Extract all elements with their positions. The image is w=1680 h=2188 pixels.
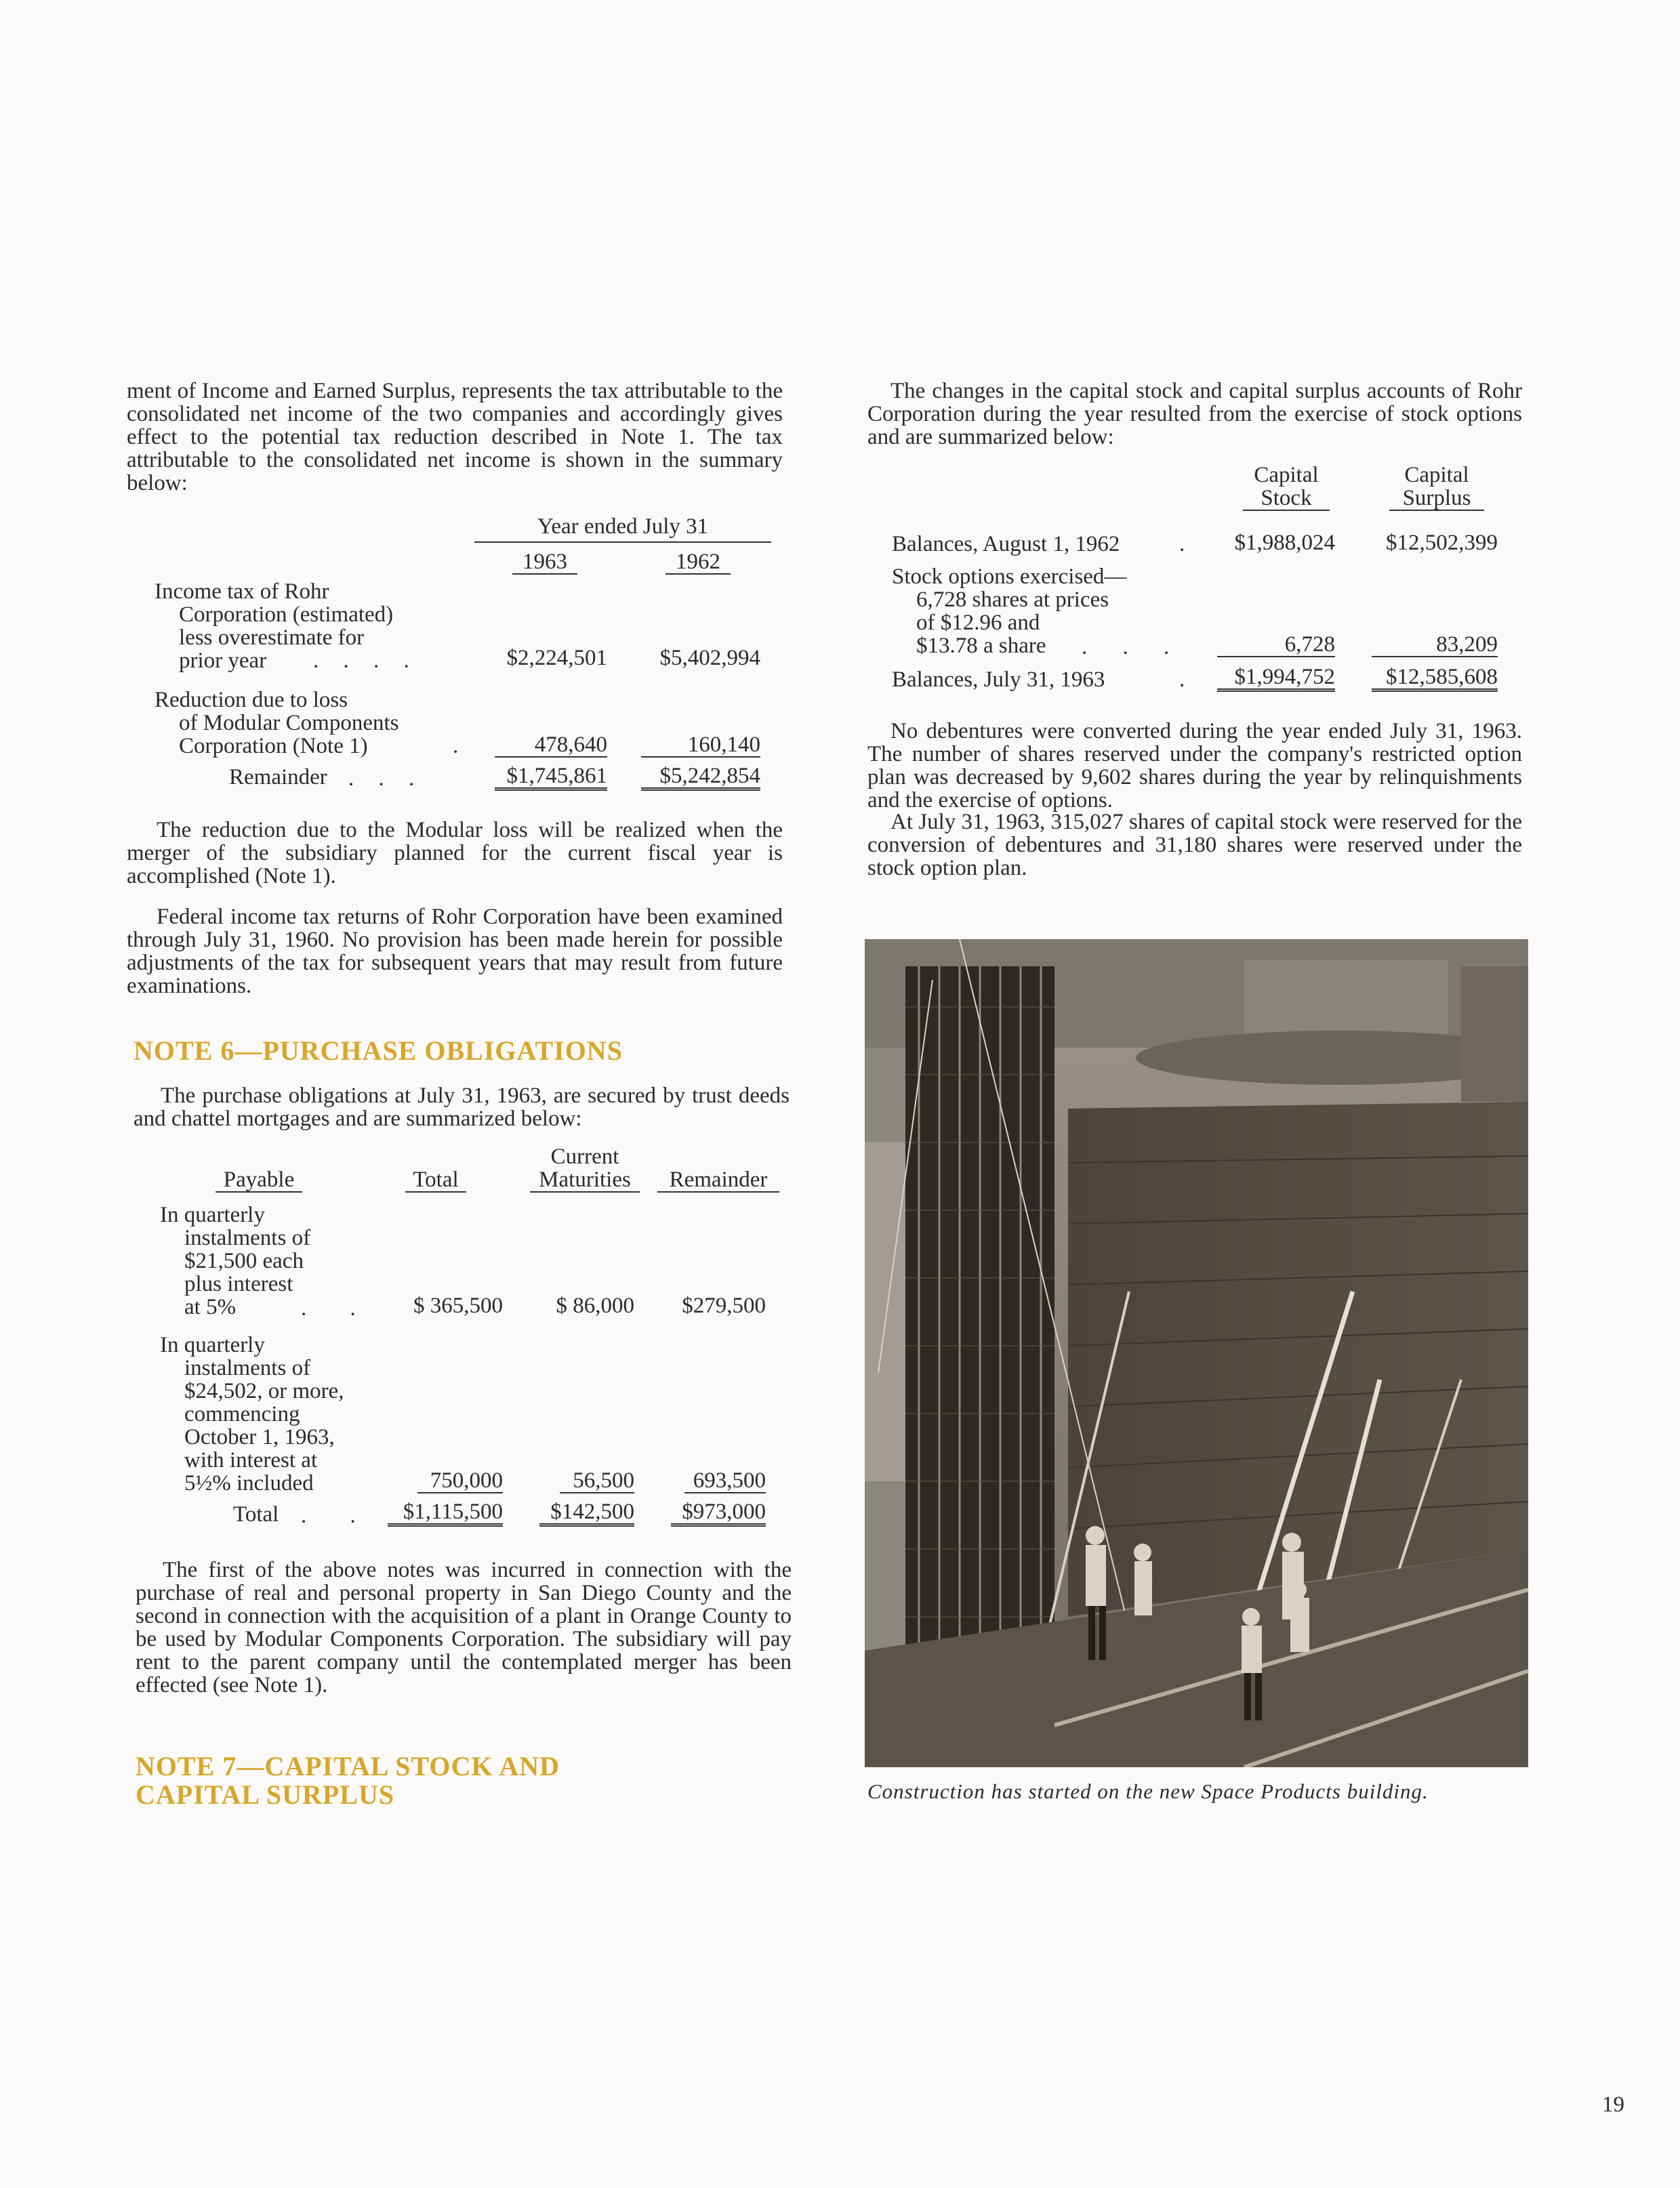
note7-heading-line2: CAPITAL SURPLUS xyxy=(136,1779,395,1810)
capital-row1-label: Balances, August 1, 1962 xyxy=(892,532,1120,556)
debentures-paragraph: No debentures were converted during the year ended July 31, 1963. The number of shares reserved under the company's restricted option plan was decreased by 9,602 shares during the year by relinquishments and the exercise of options. xyxy=(867,719,1522,812)
capital-row3-surplus: $12,585,608 xyxy=(1372,665,1498,692)
tax-row1-leader-dots: . . . . xyxy=(313,648,419,673)
photo-caption: Construction has started on the new Space Products building. xyxy=(867,1779,1429,1803)
tax-col-1962: 1962 xyxy=(665,550,731,575)
purchase-row1-label-line3: $21,500 each xyxy=(184,1249,304,1273)
notes-paragraph: The first of the above notes was incurred in connection with the purchase of real and personal property in San Diego County and the second in connection with the acquisition of a plant in Orange County to be used by Modular Components Corporation. The subsidiary will pay rent to the parent company until the contemplated merger has been effected (see Note 1). xyxy=(136,1558,792,1697)
tax-row2-label-line3: Corporation (Note 1) xyxy=(179,734,368,758)
purchase-row2-current: 56,500 xyxy=(560,1469,634,1493)
purchase-row1-leader-dots: . . xyxy=(301,1296,375,1321)
tax-row2-1962: 160,140 xyxy=(641,733,760,758)
tax-row3-1963: $1,745,861 xyxy=(495,764,607,791)
capital-row1-leader-dots: . xyxy=(1179,532,1185,556)
tax-row3-1962: $5,242,854 xyxy=(641,764,760,791)
tax-row1-1962: $5,402,994 xyxy=(659,646,760,670)
capital-row3-stock: $1,994,752 xyxy=(1217,665,1335,692)
purchase-total-remainder: $973,000 xyxy=(671,1500,766,1527)
capital-row3-label: Balances, July 31, 1963 xyxy=(892,667,1105,692)
purchase-total-total: $1,115,500 xyxy=(388,1500,503,1527)
purchase-row1-remainder: $279,500 xyxy=(682,1294,766,1318)
capital-row2-label-line4: $13.78 a share xyxy=(916,634,1046,658)
right-intro-paragraph: The changes in the capital stock and capital surplus accounts of Rohr Corporation during the year resulted from the exercise of stock options and are summarized below: xyxy=(867,379,1522,449)
tax-row1-label-line2: Corporation (estimated) xyxy=(179,602,394,627)
note6-heading: NOTE 6—PURCHASE OBLIGATIONS xyxy=(134,1035,623,1066)
purchase-row1-label-line1: In quarterly xyxy=(160,1203,265,1227)
purchase-total-current: $142,500 xyxy=(539,1500,634,1527)
tax-row2-label-line1: Reduction due to loss xyxy=(155,688,348,712)
capital-header-surplus-line2: Surplus xyxy=(1389,487,1484,511)
purchase-header-current: Current xyxy=(550,1144,619,1169)
capital-header-stock-line2: Stock xyxy=(1243,487,1330,511)
purchase-row1-label-line2: instalments of xyxy=(184,1226,311,1250)
reserved-shares-paragraph: At July 31, 1963, 315,027 shares of capital stock were reserved for the conversion of debentures and 31,180 shares were reserved under the stock option plan. xyxy=(867,810,1522,880)
purchase-row2-label-line7: 5½% included xyxy=(184,1471,314,1495)
tax-row2-leader-dots: . xyxy=(453,734,459,758)
capital-row2-surplus: 83,209 xyxy=(1372,633,1498,657)
purchase-row2-label-line6: with interest at xyxy=(184,1448,318,1472)
tax-row1-1963: $2,224,501 xyxy=(506,646,607,670)
purchase-row2-remainder: 693,500 xyxy=(684,1469,766,1493)
purchase-row2-label-line5: October 1, 1963, xyxy=(184,1425,335,1449)
purchase-header-total: Total xyxy=(405,1168,466,1193)
construction-photo-illustration xyxy=(865,939,1528,1767)
purchase-header-maturities: Maturities xyxy=(530,1168,640,1193)
capital-header-surplus-line1: Capital xyxy=(1404,463,1469,487)
tax-row1-label-line1: Income tax of Rohr xyxy=(155,579,329,604)
tax-row2-1963: 478,640 xyxy=(495,733,607,758)
purchase-row1-current: $ 86,000 xyxy=(556,1294,634,1318)
purchase-row1-label-line4: plus interest xyxy=(184,1272,293,1296)
tax-header-year-ended: Year ended July 31 xyxy=(537,514,709,539)
purchase-row2-label-line4: commencing xyxy=(184,1402,300,1426)
purchase-row1-label-line5: at 5% xyxy=(184,1295,237,1319)
purchase-total-leader-dots: . . xyxy=(301,1504,375,1528)
purchase-total-label: Total xyxy=(233,1502,279,1527)
tax-row1-label-line3: less overestimate for xyxy=(179,625,365,650)
left-intro-paragraph: ment of Income and Earned Surplus, represents the tax attributable to the consolidated net income of the two companies and accordingly gives effect to the potential tax reduction described in Note 1. The tax attributable to the consolidated net income is shown in the summary below: xyxy=(127,379,783,495)
tax-col-1963: 1963 xyxy=(512,550,577,575)
capital-header-stock-line1: Capital xyxy=(1254,463,1319,487)
purchase-row2-total: 750,000 xyxy=(417,1469,503,1493)
page-number: 19 xyxy=(1602,2092,1624,2117)
capital-row2-label-line3: of $12.96 and xyxy=(916,611,1040,635)
construction-photo xyxy=(865,939,1528,1767)
tax-row1-label-line4: prior year xyxy=(179,648,267,673)
capital-row1-surplus: $12,502,399 xyxy=(1386,531,1498,555)
purchase-row2-label-line1: In quarterly xyxy=(160,1333,265,1357)
capital-row1-stock: $1,988,024 xyxy=(1234,531,1335,555)
tax-row2-label-line2: of Modular Components xyxy=(179,711,399,735)
note7-heading-line1: NOTE 7—CAPITAL STOCK AND xyxy=(136,1751,560,1781)
capital-row2-label-line1: Stock options exercised— xyxy=(892,564,1127,589)
purchase-header-remainder: Remainder xyxy=(657,1168,779,1193)
federal-tax-paragraph: Federal income tax returns of Rohr Corporation have been examined through July 31, 1960. No provision has been made herein for possible adjustments of the tax for subsequent years that may result from future examinations. xyxy=(127,905,783,998)
purchase-header-payable: Payable xyxy=(216,1168,302,1193)
capital-row3-leader-dots: . xyxy=(1179,667,1185,692)
tax-row3-leader-dots: . . . xyxy=(348,766,424,791)
purchase-row1-total: $ 365,500 xyxy=(413,1294,503,1318)
purchase-row2-label-line2: instalments of xyxy=(184,1356,311,1380)
tax-row3-label: Remainder xyxy=(229,765,327,789)
note6-intro-paragraph: The purchase obligations at July 31, 1963, are secured by trust deeds and chattel mortgages and are summarized below: xyxy=(134,1083,790,1131)
capital-row2-leader-dots: . . . xyxy=(1082,635,1185,659)
reduction-paragraph: The reduction due to the Modular loss will be realized when the merger of the subsidiary planned for the current fiscal year is accomplished (Note 1). xyxy=(127,818,783,888)
capital-row2-label-line2: 6,728 shares at prices xyxy=(916,587,1109,612)
capital-row2-stock: 6,728 xyxy=(1217,633,1335,657)
purchase-row2-label-line3: $24,502, or more, xyxy=(184,1379,344,1403)
